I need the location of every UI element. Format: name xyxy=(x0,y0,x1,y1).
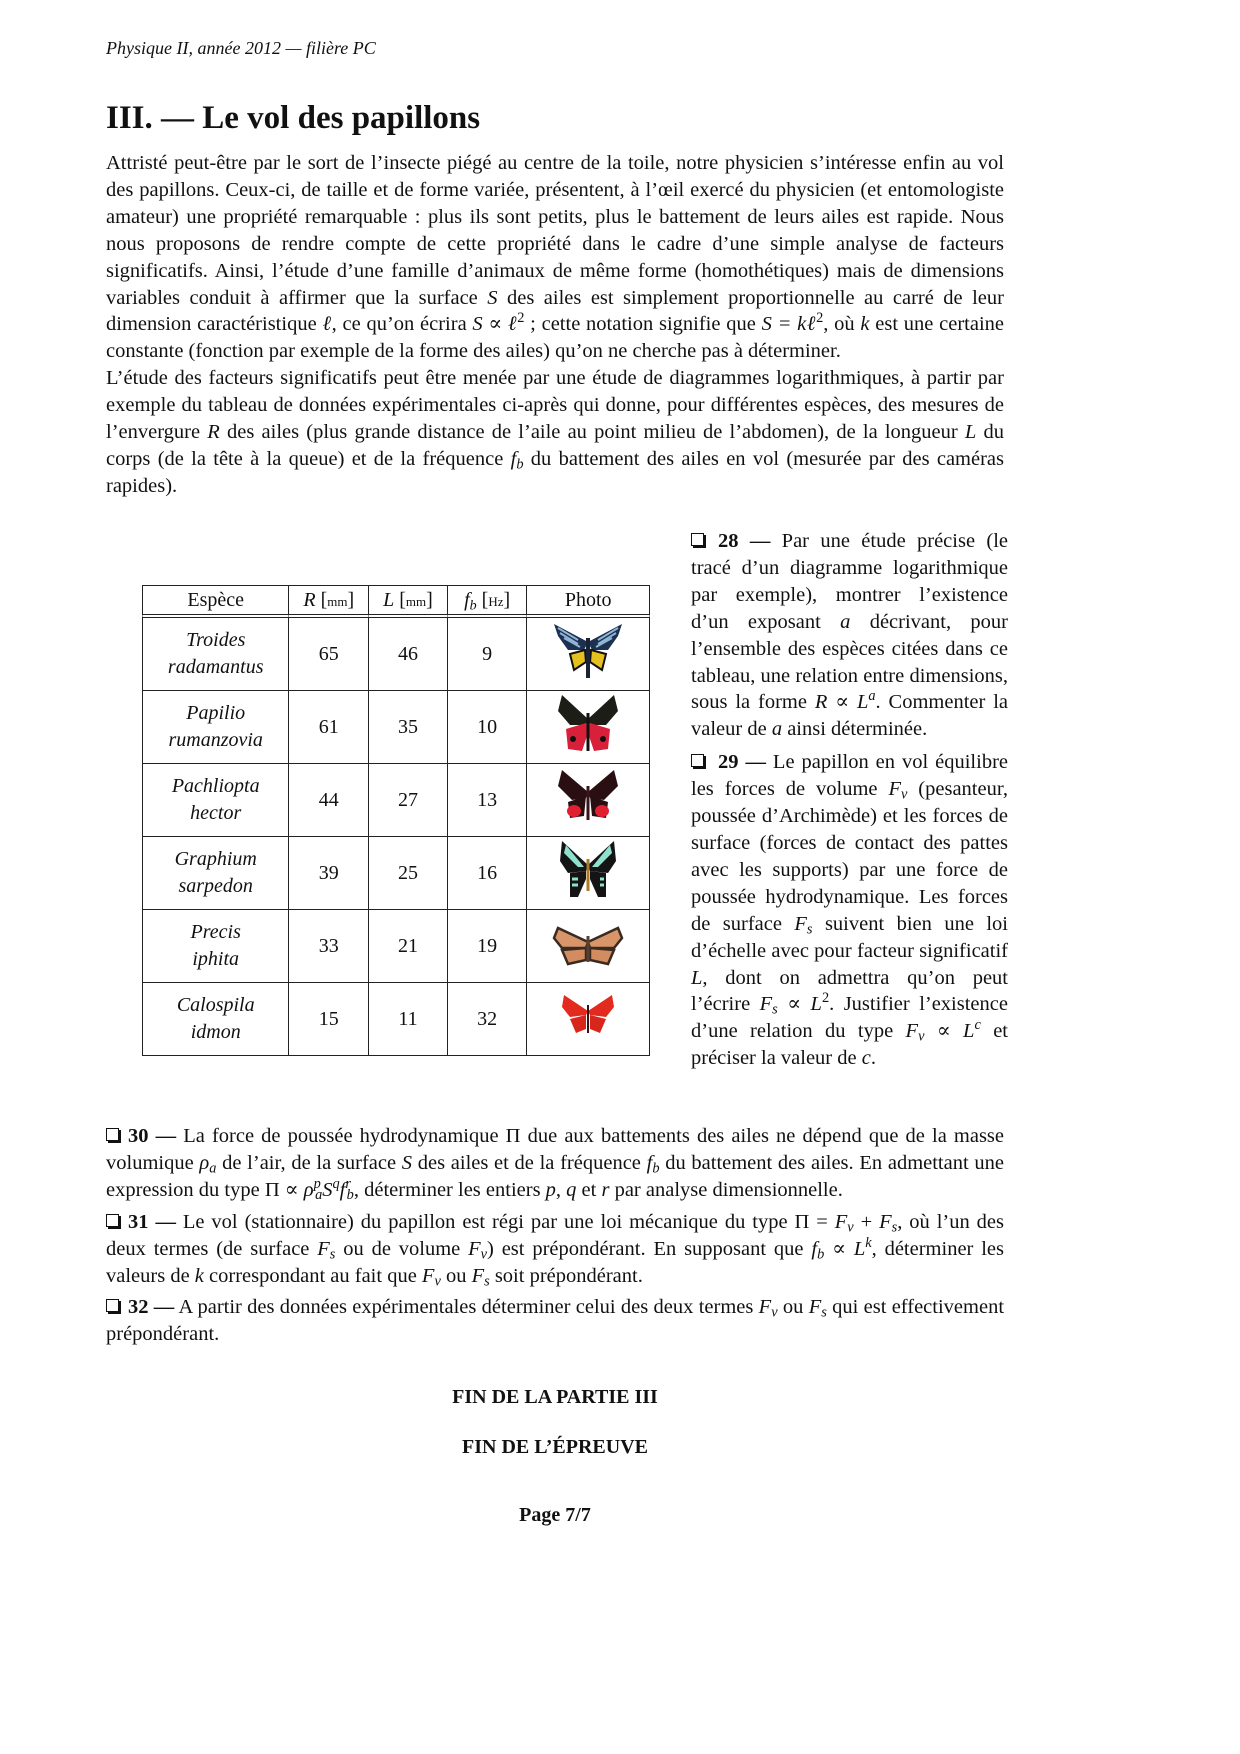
checkbox-icon xyxy=(106,1214,119,1227)
question-29: 29 — Le papillon en vol équilibre les forces de volume $F_v$ (pesanteur, poussée d’Archimède) et les forces de surface (forces de contact des pattes avec les supports) par une force de poussée hydrodynamique. Les forces de surface $F_s$ suivent bien une loi d’échelle avec pour facteur significatif L, dont on admettra qu’on peut l’écrire $F_s \propto L^2$. Justifier l’existence d’une relation du type $F_v \propto L^c$ et préciser la valeur de c. xyxy=(691,751,1009,1070)
checkbox-icon xyxy=(691,533,704,546)
table-row xyxy=(142,837,650,910)
intro-paragraph-2: L’étude des facteurs significatifs peut être menée par une étude de diagrammes logarithmiques, à partir par exemple du tableau de données expérimentales ci-après qui donne, pour différentes espèces, des mesures de l’envergure R des ailes (plus grande distance de l’aile au point milieu de l’abdomen), de la longueur L du corps (de la tête à la queue) et de la fréquence $f_b$ du battement des ailes en vol (mesurée par des caméras rapides). xyxy=(106,367,1004,497)
photo-cell xyxy=(527,837,650,910)
fb-cell: 10 xyxy=(448,691,528,764)
species-cell: Precis iphita xyxy=(142,910,289,983)
fb-cell: 19 xyxy=(448,910,528,983)
r-cell: 61 xyxy=(289,691,369,764)
species-cell: Troides radamantus xyxy=(142,618,289,691)
photo-cell xyxy=(527,764,650,837)
table-row xyxy=(142,910,650,983)
questions-lower xyxy=(106,1123,1004,1353)
header-fb: $f_b$ [Hz] xyxy=(448,585,528,618)
header-photo: Photo xyxy=(527,585,650,618)
l-cell: 27 xyxy=(369,764,448,837)
photo-cell xyxy=(527,691,650,764)
fb-cell: 9 xyxy=(448,618,528,691)
photo-cell xyxy=(527,618,650,691)
fb-cell: 16 xyxy=(448,837,528,910)
section-title: III. — Le vol des papillons xyxy=(106,100,481,136)
question-30: 30 — La force de poussée hydrodynamique Π due aux battements des ailes ne dépend que de la masse volumique $\rho_a$ de l’air, de la surface S des ailes et de la fréquence $f_b$ du battement des ailes. En admettant une expression du type $\Pi \propto \rho^p_aS^qf^r_b$, déterminer les entiers p, q et r par analyse dimensionnelle. xyxy=(106,1125,1005,1204)
header-l: L [mm] xyxy=(369,585,448,618)
running-head: Physique II, année 2012 — filière PC xyxy=(106,38,376,58)
photo-cell xyxy=(527,910,650,983)
question-31: 31 — Le vol (stationnaire) du papillon est régi par une loi mécanique du type $\Pi = F_v + F_s$, où l’un des deux termes (de surface $F_s$ ou de volume $F_v$) est prépondérant. En supposant que $f_b \propto L^k$, déterminer les valeurs de k correspondant au fait que $F_v$ ou $F_s$ soit prépondérant. xyxy=(106,1210,1004,1290)
header-r: R [mm] xyxy=(289,585,369,618)
l-cell: 46 xyxy=(369,618,448,691)
species-cell: Calospila idmon xyxy=(142,983,289,1056)
fb-cell: 13 xyxy=(448,764,528,837)
table-row xyxy=(142,691,650,764)
butterfly-data-table xyxy=(142,585,650,1056)
checkbox-icon xyxy=(691,754,704,767)
species-cell: Papilio rumanzovia xyxy=(142,691,289,764)
l-cell: 25 xyxy=(369,837,448,910)
butterfly-dark-red-icon xyxy=(548,766,628,828)
question-32: 32 — A partir des données expérimentales déterminer celui des deux termes $F_v$ ou $F_s$ qui est effectivement prépondérant. xyxy=(106,1296,1005,1346)
fb-cell: 32 xyxy=(448,983,528,1056)
r-cell: 44 xyxy=(289,764,369,837)
r-cell: 33 xyxy=(289,910,369,983)
question-28: 28 — Par une étude précise (le tracé d’un diagramme logarithmique par exemple), montrer l’existence d’un exposant a décrivant, pour l’ensemble des espèces citées dans ce tableau, une relation entre dimensions, sous la forme $R \propto L^a$. Commenter la valeur de a ainsi déterminée. xyxy=(691,530,1009,741)
questions-side-column xyxy=(691,528,1008,1078)
species-cell: Pachliopta hector xyxy=(142,764,289,837)
table-row xyxy=(142,983,650,1056)
butterfly-red-icon xyxy=(548,985,628,1047)
intro-paragraph-1: Attristé peut-être par le sort de l’insecte piégé au centre de la toile, notre physicien s’intéresse enfin au vol des papillons. Ceux-ci, de taille et de forme variée, présentent, à l’œil exercé du physicien (et entomologiste amateur) une propriété remarquable : plus ils sont petits, plus le battement de leurs ailes est rapide. Nous nous proposons de rendre compte de cette propriété dans le cadre d’une simple analyse de facteurs significatifs. Ainsi, l’étude d’une famille d’animaux de même forme (homothétiques) mais de dimensions variables conduit à affirmer que la surface S des ailes est simplement proportionnelle au carré de leur dimension caractéristique ℓ, ce qu’on écrira S ∝ ℓ$^2$ ; cette notation signifie que S = kℓ$^2$, où k est une certaine constante (fonction par exemple de la forme des ailes) qu’on ne cherche pas à déterminer. xyxy=(106,152,1005,363)
header-species: Espèce xyxy=(142,585,289,618)
table-row xyxy=(142,764,650,837)
end-of-exam: FIN DE L’ÉPREUVE xyxy=(462,1436,648,1458)
r-cell: 39 xyxy=(289,837,369,910)
table-header-row xyxy=(142,585,650,618)
butterfly-black-red-icon xyxy=(548,693,628,755)
l-cell: 35 xyxy=(369,691,448,764)
intro-text xyxy=(106,150,1004,500)
table-row xyxy=(142,618,650,691)
l-cell: 21 xyxy=(369,910,448,983)
checkbox-icon xyxy=(106,1128,119,1141)
end-of-part: FIN DE LA PARTIE III xyxy=(452,1386,658,1408)
butterfly-black-turquoise-icon xyxy=(548,839,628,901)
butterfly-blue-yellow-icon xyxy=(548,620,628,682)
page-number: Page 7/7 xyxy=(519,1504,591,1526)
r-cell: 15 xyxy=(289,983,369,1056)
checkbox-icon xyxy=(106,1299,119,1312)
photo-cell xyxy=(527,983,650,1056)
l-cell: 11 xyxy=(369,983,448,1056)
species-cell: Graphium sarpedon xyxy=(142,837,289,910)
r-cell: 65 xyxy=(289,618,369,691)
butterfly-brown-orange-icon xyxy=(548,912,628,974)
